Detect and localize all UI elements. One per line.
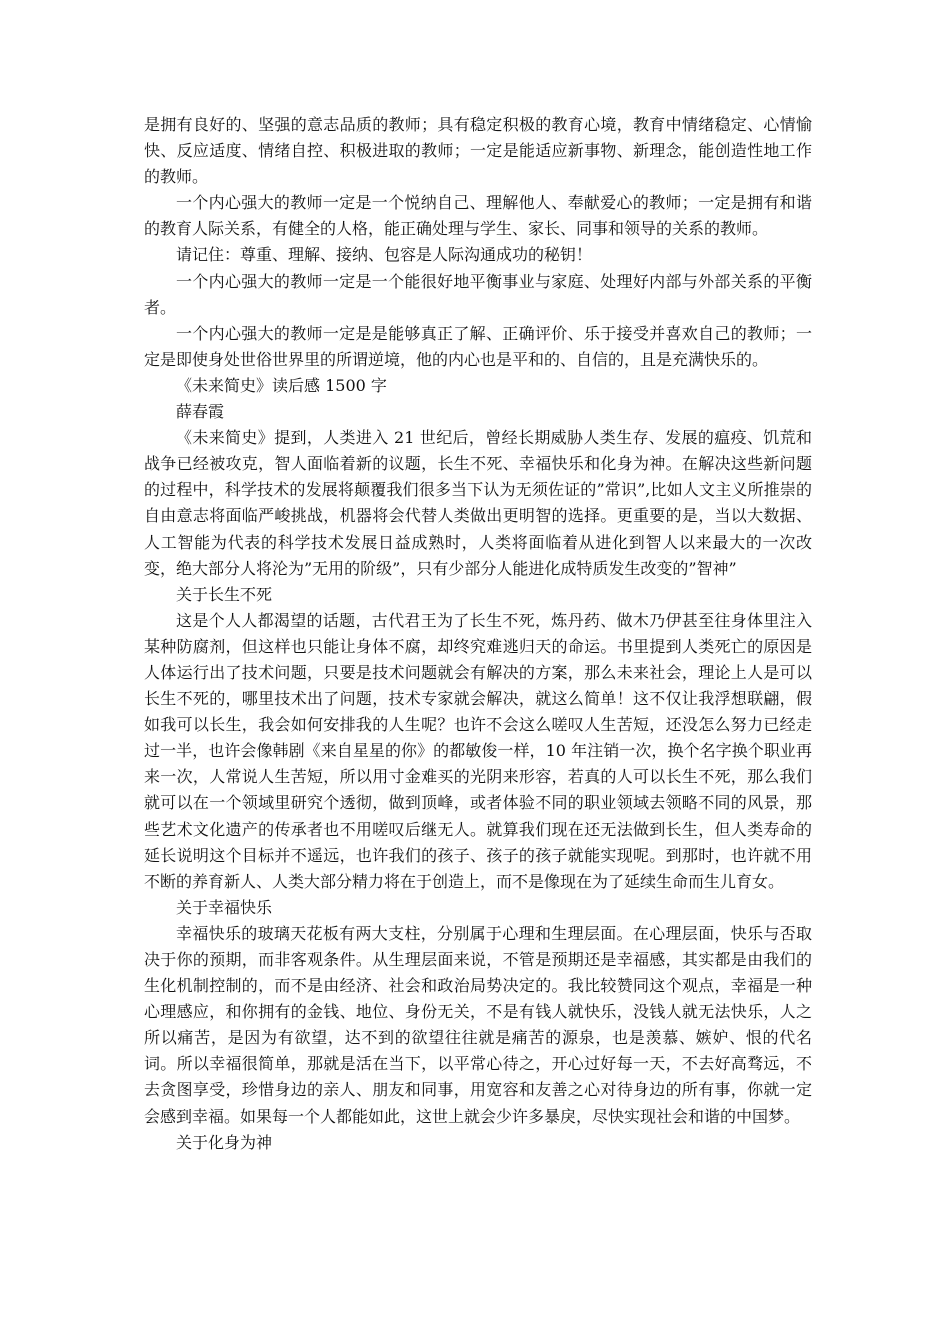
document-page bbox=[144, 112, 812, 1156]
section-heading-divinity: 关于化身为神 bbox=[176, 1132, 273, 1152]
paragraph-teacher-relationships: 一个内心强大的教师一定是一个悦纳自己、理解他人、奉献爱心的教师；一定是拥有和谐的教育人际关系，有健全的人格，能正确处理与学生、家长、同事和领导的关系的教师。 bbox=[144, 193, 812, 239]
section-heading-happiness: 关于幸福快乐 bbox=[176, 897, 273, 917]
paragraph-communication-key: 请记住：尊重、理解、接纳、包容是人际沟通成功的秘钥！ bbox=[176, 245, 593, 265]
paragraph-happiness: 幸福快乐的玻璃天花板有两大支柱，分别属于心理和生理层面。在心理层面，快乐与否取决于你的预期，而非客观条件。从生理层面来说，不管是预期还是幸福感，其实都是由我们的生化机制控制的，而不是由经济、社会和政治局势决定的。我比较赞同这个观点，幸福是一种心理感应，和你拥有的金钱、地位、身份无关，不是有钱人就快乐，没钱人就无法快乐，人之所以痛苦，是因为有欲望，达不到的欲望往往就是痛苦的源泉，也是羡慕、嫉妒、恨的代名词。所以幸福很简单，那就是活在当下，以平常心待之，开心过好每一天，不去好高骛远，不去贪图享受，珍惜身边的亲人、朋友和同事，用宽容和友善之心对待身边的所有事，你就一定会感到幸福。如果每一个人都能如此，这世上就会少许多暴戾，尽快实现社会和谐的中国梦。 bbox=[144, 923, 812, 1126]
paragraph-immortality: 这是个人人都渴望的话题，古代君王为了长生不死，炼丹药、做木乃伊甚至往身体里注入某种防腐剂，但这样也只能让身体不腐，却终究难逃归天的命运。书里提到人类死亡的原因是人体运行出了技术问题，只要是技术问题就会有解决的方案，那么未来社会，理论上人是可以长生不死的，哪里技术出了问题，技术专家就会解决，就这么简单！这不仅让我浮想联翩，假如我可以长生，我会如何安排我的人生呢？也许不会这么嗟叹人生苦短，还没怎么努力已经走过一半，也许会像韩剧《来自星星的你》的都敏俊一样，10 年注销一次，换个名字换个职业再来一次，人常说人生苦短，所以用寸金难买的光阴来形容，若真的人可以长生不死，那么我们就可以在一个领域里研究个透彻，做到顶峰，或者体验不同的职业领域去领略不同的风景，那些艺术文化遗产的传承者也不用嗟叹后继无人。就算我们现在还无法做到长生，但人类寿命的延长说明这个目标并不遥远，也许我们的孩子、孩子的孩子就能实现呢。到那时，也许就不用不断的养育新人、人类大部分精力将在于创造上，而不是像现在为了延续生命而生儿育女。 bbox=[144, 610, 812, 891]
paragraph-book-summary: 《未来简史》提到，人类进入 21 世纪后，曾经长期威胁人类生存、发展的瘟疫、饥荒和战争已经被攻克，智人面临着新的议题，长生不死、幸福快乐和化身为神。在解决这些新问题的过程中，科学技术的发展将颠覆我们很多当下认为无须佐证的”常识”,比如人文主义所推崇的自由意志将面临严峻挑战，机器将会代替人类做出更明智的选择。更重要的是，当以大数据、人工智能为代表的科学技术发展日益成熟时，人类将面临着从进化到智人以来最大的一次改变，绝大部分人将沦为”无用的阶级”，只有少部分人能进化成特质发生改变的”智神” bbox=[144, 428, 812, 578]
article-author: 薛春霞 bbox=[176, 402, 225, 422]
section-heading-immortality: 关于长生不死 bbox=[176, 584, 273, 604]
paragraph-teacher-qualities: 是拥有良好的、坚强的意志品质的教师；具有稳定积极的教育心境，教育中情绪稳定、心情愉快、反应适度、情绪自控、积极进取的教师；一定是能适应新事物、新理念，能创造性地工作的教师。 bbox=[144, 115, 812, 187]
paragraph-balance: 一个内心强大的教师一定是一个能很好地平衡事业与家庭、处理好内部与外部关系的平衡者。 bbox=[144, 271, 812, 317]
article-title: 《未来简史》读后感 1500 字 bbox=[176, 375, 387, 395]
paragraph-self-acceptance: 一个内心强大的教师一定是是能够真正了解、正确评价、乐于接受并喜欢自己的教师；一定是即使身处世俗世界里的所谓逆境，他的内心也是平和的、自信的，且是充满快乐的。 bbox=[144, 323, 812, 369]
